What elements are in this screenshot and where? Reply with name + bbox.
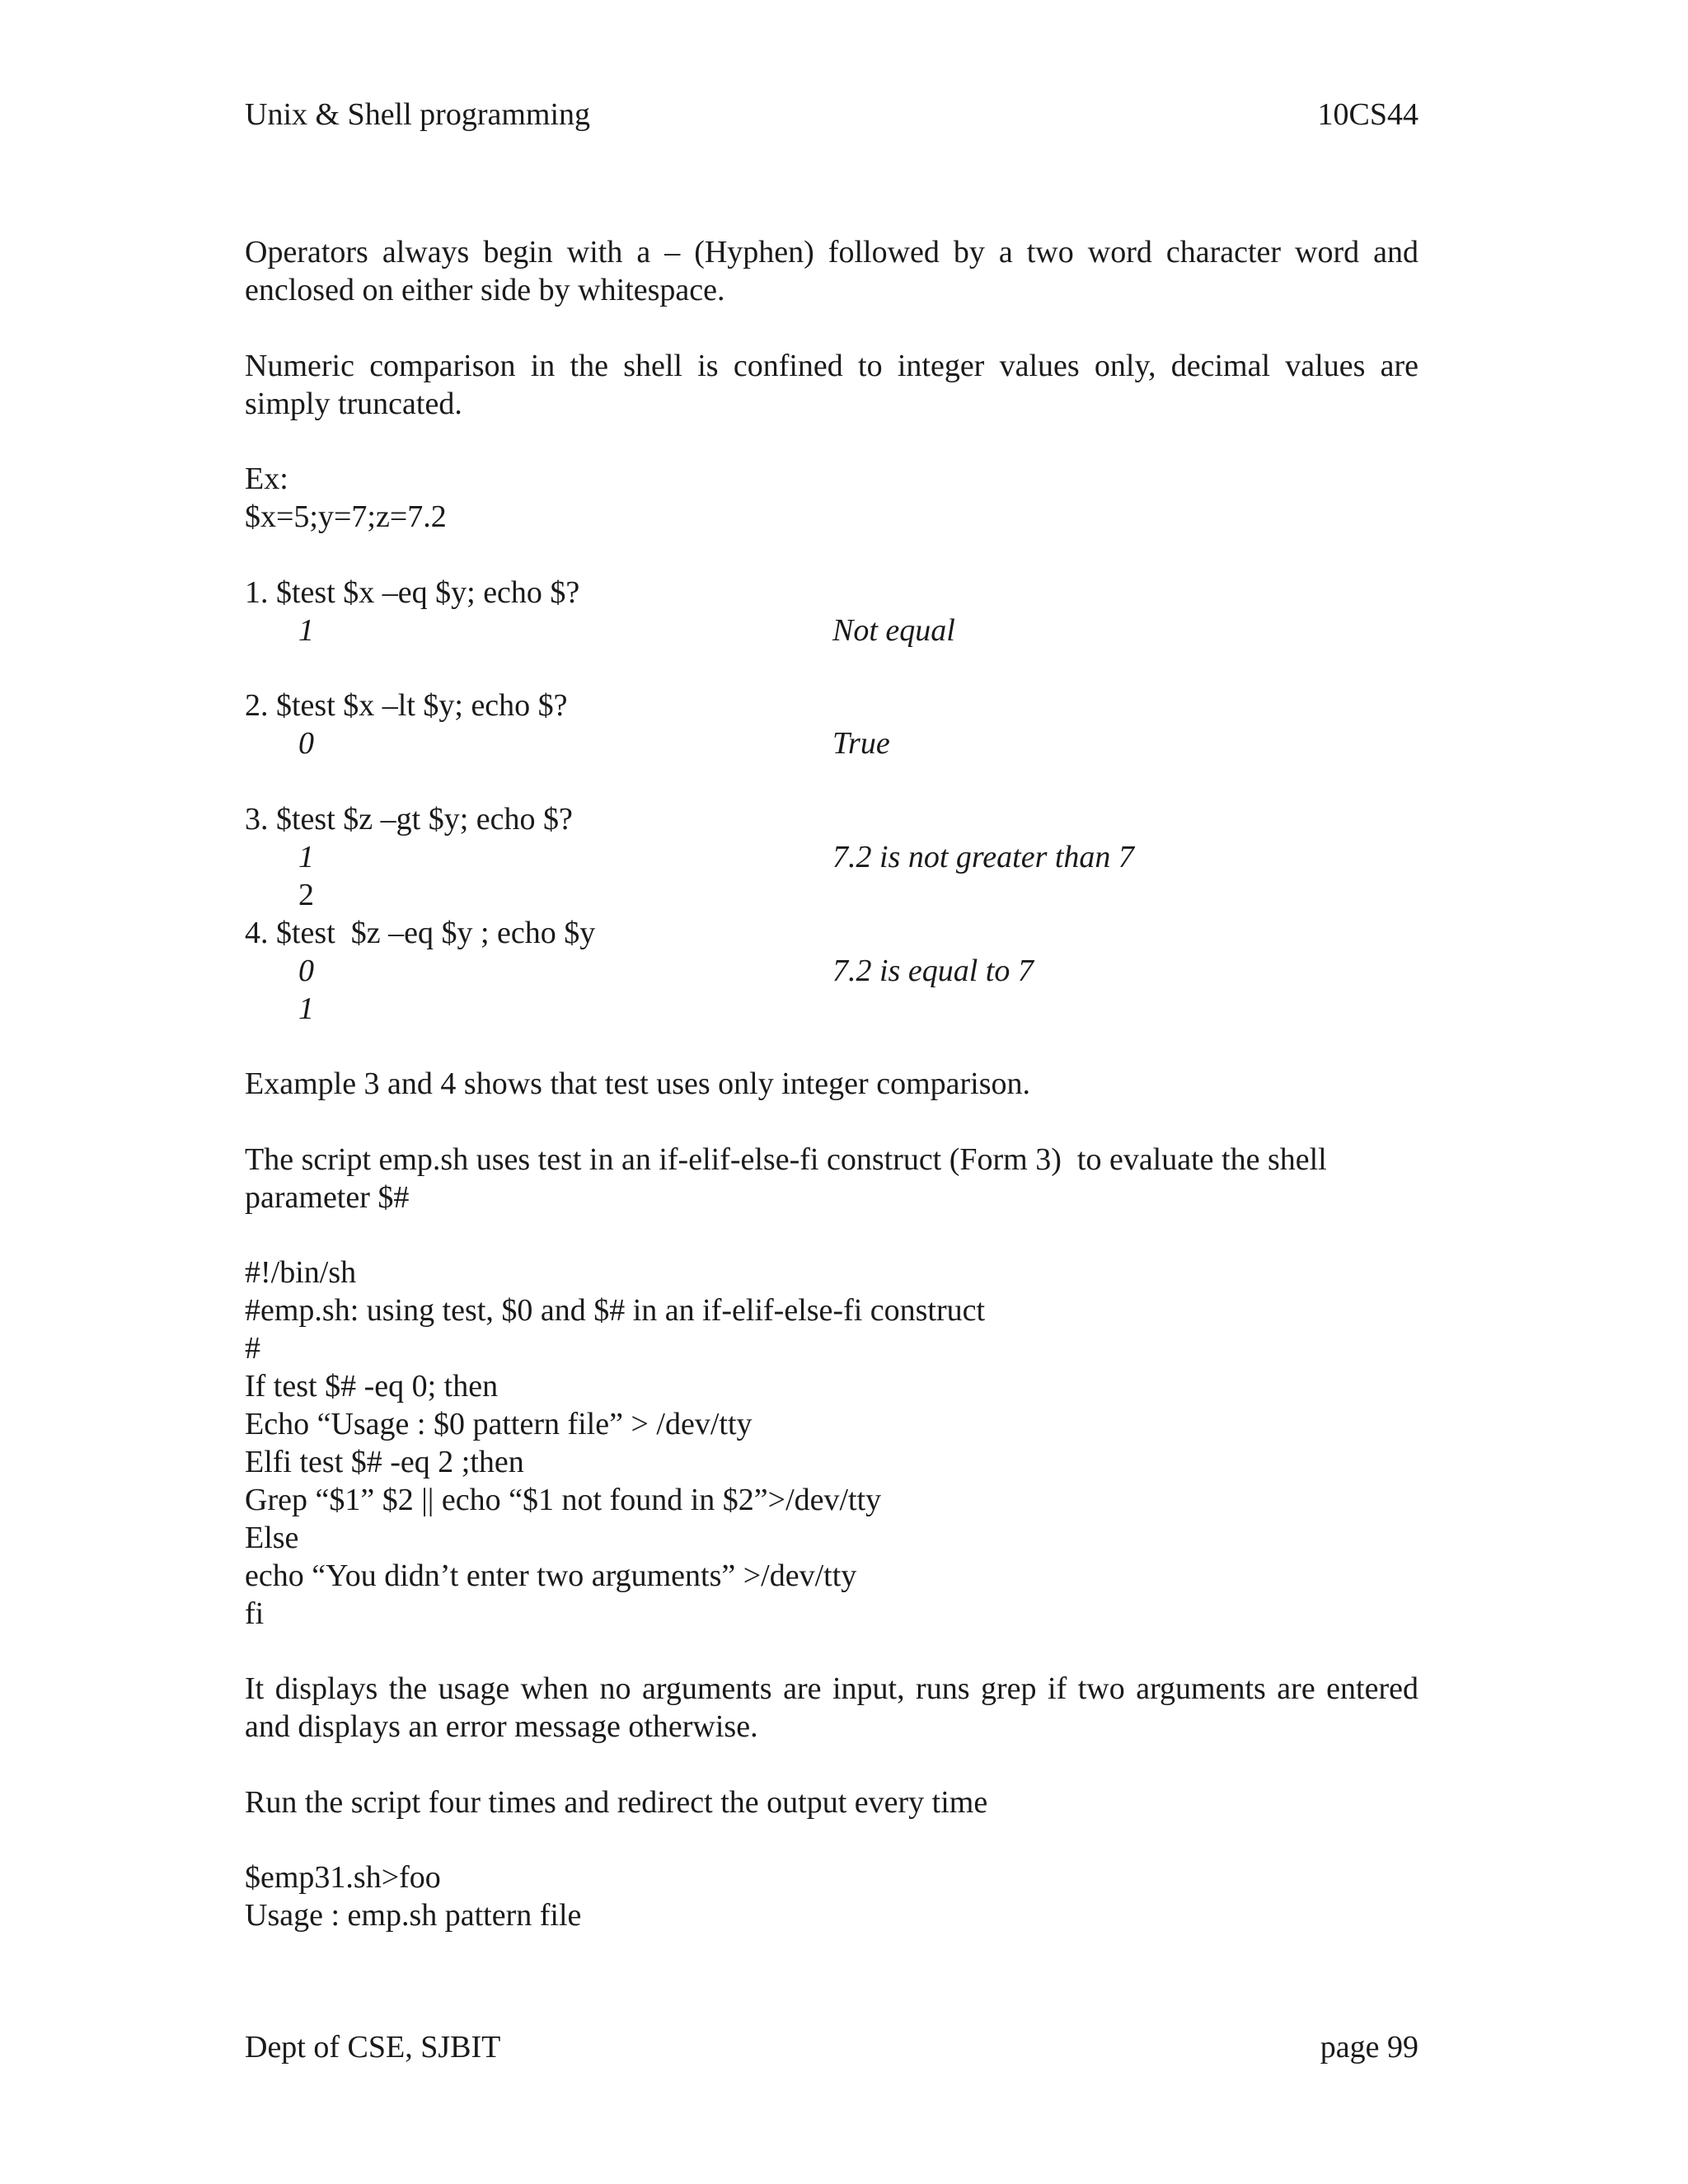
example-command-4: 4. $test $z –eq $y ; echo $y — [245, 916, 596, 950]
footer-page-number: page 99 — [1320, 2030, 1418, 2064]
header-title: Unix & Shell programming — [245, 97, 591, 132]
script-line-1: #!/bin/sh — [245, 1255, 357, 1290]
script-line-5: Echo “Usage : $0 pattern file” > /dev/tty — [245, 1407, 753, 1441]
script-line-10: fi — [245, 1596, 265, 1631]
example-command-2: 2. $test $x –lt $y; echo $? — [245, 688, 568, 723]
script-line-6: Elfi test $# -eq 2 ;then — [245, 1445, 524, 1479]
paragraph-numeric-line1: Numeric comparison in the shell is confined to integer values only, decimal values are — [245, 349, 1418, 383]
example-note-1: Not equal — [832, 613, 955, 648]
example-output-4b: 1 — [298, 991, 314, 1026]
example-output-2: 0 — [298, 726, 314, 761]
run-command: $emp31.sh>foo — [245, 1860, 441, 1895]
script-intro-line2: parameter $# — [245, 1180, 410, 1215]
example-command-3: 3. $test $z –gt $y; echo $? — [245, 802, 573, 837]
paragraph-operators-line1: Operators always begin with a – (Hyphen) followed by a two word character word and — [245, 235, 1418, 269]
paragraph-usage-line2: and displays an error message otherwise. — [245, 1709, 758, 1744]
example-note-3: 7.2 is not greater than 7 — [832, 840, 1134, 874]
example-output-1: 1 — [298, 613, 314, 648]
script-line-7: Grep “$1” $2 || echo “$1 not found in $2”>/dev/tty — [245, 1483, 882, 1517]
script-line-9: echo “You didn’t enter two arguments” >/dev/tty — [245, 1558, 857, 1593]
footer-dept: Dept of CSE, SJBIT — [245, 2030, 501, 2064]
example-output-4: 0 — [298, 954, 314, 988]
example-output-3b: 2 — [298, 878, 314, 912]
header-course-code: 10CS44 — [1317, 97, 1418, 132]
run-output: Usage : emp.sh pattern file — [245, 1898, 582, 1933]
example-command-1: 1. $test $x –eq $y; echo $? — [245, 575, 580, 610]
script-line-4: If test $# -eq 0; then — [245, 1369, 499, 1404]
conclusion-text: Example 3 and 4 shows that test uses only integer comparison. — [245, 1066, 1030, 1101]
paragraph-numeric-line2: simply truncated. — [245, 387, 462, 421]
paragraph-operators-line2: enclosed on either side by whitespace. — [245, 273, 725, 307]
paragraph-usage-line1: It displays the usage when no arguments are input, runs grep if two arguments are entered — [245, 1671, 1418, 1706]
script-intro-line1: The script emp.sh uses test in an if-elif-else-fi construct (Form 3) to evaluate the shell — [245, 1142, 1327, 1177]
script-line-3: # — [245, 1331, 260, 1366]
paragraph-run-script: Run the script four times and redirect the output every time — [245, 1785, 988, 1820]
script-line-8: Else — [245, 1521, 299, 1555]
example-note-2: True — [832, 726, 890, 761]
example-note-4: 7.2 is equal to 7 — [832, 954, 1034, 988]
example-output-3: 1 — [298, 840, 314, 874]
example-assignment: $x=5;y=7;z=7.2 — [245, 499, 447, 534]
script-line-2: #emp.sh: using test, $0 and $# in an if-elif-else-fi construct — [245, 1293, 986, 1328]
example-label: Ex: — [245, 462, 288, 496]
